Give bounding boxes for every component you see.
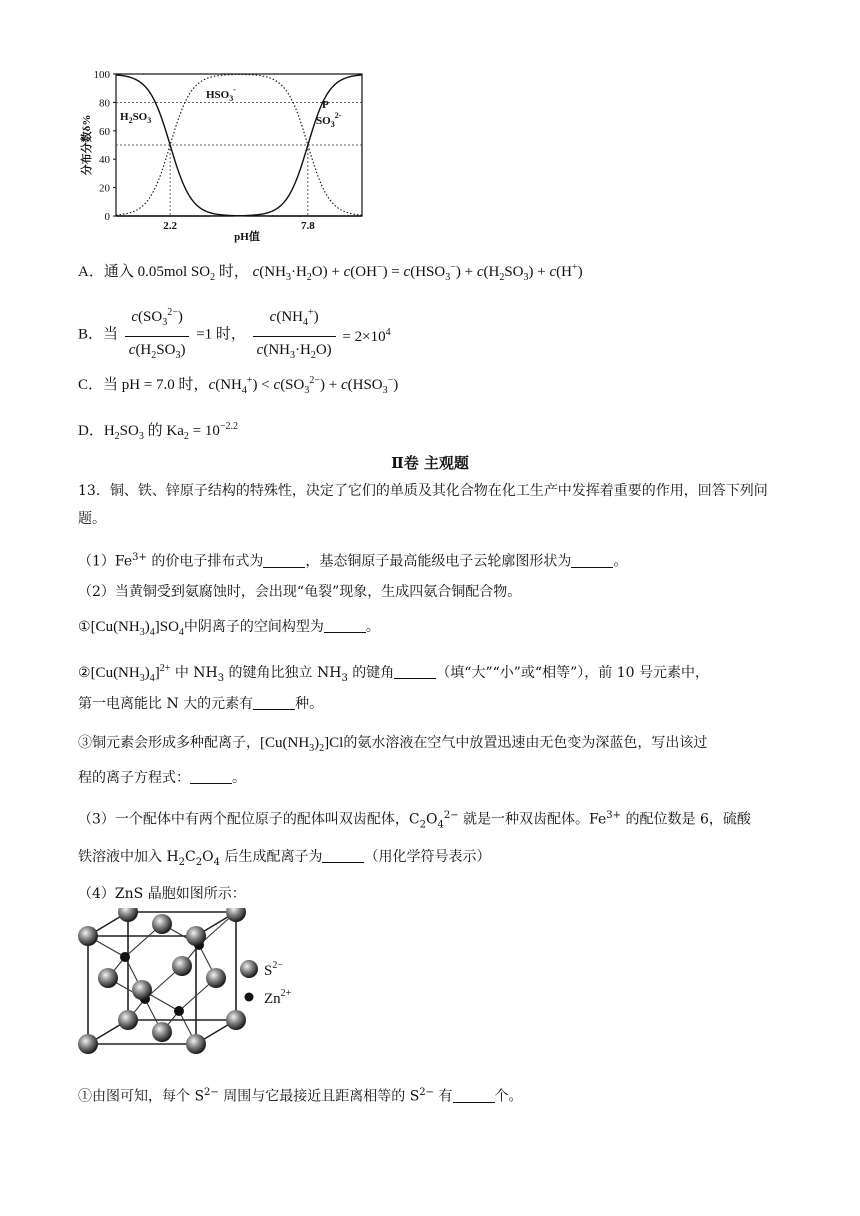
x-tick-label: 7.8	[301, 220, 315, 232]
y-tick-label: 80	[99, 97, 110, 110]
y-tick-label: 40	[99, 154, 110, 167]
s2-ion	[118, 908, 138, 922]
q13-part2-2: $②[Cu(NH_3)_4]^{2+}$ 中 $NH_3$ 的键角比独立 $NH_3$ 的键角 （填“大”“小”或“相等”），前 10 号元素中，	[78, 663, 709, 684]
q13-part2-3-cont: 程的离子方程式： 。	[78, 770, 246, 786]
zn2-ion	[174, 1006, 184, 1016]
y-tick-label: 20	[99, 182, 110, 195]
option-d: D．$H_2SO_3$ 的 $Ka_2 = 10^{-2.2}$	[78, 421, 238, 442]
s2-legend-ball	[240, 960, 258, 978]
s2-ion	[98, 968, 118, 988]
option-c: C．当 pH = 7.0 时，$c(NH_4^+) < c(SO_3^{2-}) + c(HSO_3^-)$	[78, 375, 399, 396]
question-13-stem: 13．铜、铁、锌原子结构的特殊性，决定了它们的单质及其化合物在化工生产中发挥着重要的作用，回答下列问题。	[78, 483, 768, 527]
s2-ion	[206, 968, 226, 988]
s2-ion	[226, 908, 246, 922]
zn2-legend-label: $Zn^{2+}$	[264, 988, 292, 1007]
q13-part4: （4）ZnS 晶胞如图所示：	[78, 886, 246, 902]
option-b: B．当 $\frac{c(SO_3^{2-})}{c(H_2SO_3)}$ =1 时， $\frac{c(NH_4^+)}{c(NH_3\cdot H_2O)}$ = $2\times 10^4$	[78, 302, 391, 367]
section-title: Ⅱ卷 主观题	[391, 454, 469, 472]
y-tick-label: 60	[99, 125, 110, 138]
h2so3-curve	[116, 75, 362, 216]
point-p-label: P	[322, 99, 329, 111]
q13-part3: （3）一个配体中有两个配位原子的配体叫双齿配体，$C_2O_4^{2-}$ 就是一种双齿配体。$Fe^{3+}$ 的配位数是 6，硫酸	[78, 810, 751, 831]
s2-ion	[226, 1010, 246, 1030]
s2-ion	[132, 980, 152, 1000]
s2-ion	[78, 926, 98, 946]
zn2-ion	[120, 952, 130, 962]
distribution-chart	[78, 62, 378, 244]
s2-ion	[186, 926, 206, 946]
x-tick-label: 2.2	[163, 220, 177, 232]
s2-ion	[152, 1022, 172, 1042]
y-tick-label: 100	[93, 69, 110, 81]
q13-part1: $(1)Fe^{3+}$ 的价电子排布式为 ，基态铜原子最高能级电子云轮廓图形状为 。	[78, 552, 628, 570]
s2-ion	[172, 956, 192, 976]
s2-ion	[186, 1034, 206, 1054]
q13-part2-1: $①[Cu(NH_3)_4]SO_4$中阴离子的空间构型为 。	[78, 619, 380, 638]
q13-part2: （2）当黄铜受到氨腐蚀时，会出现“龟裂”现象，生成四氨合铜配合物。	[78, 584, 522, 600]
y-tick-label: 0	[104, 211, 110, 223]
y-axis-label: 分布分数δ%	[81, 114, 93, 176]
zn2-legend-dot	[245, 993, 254, 1002]
hso3-label: $HSO_3^-$	[206, 85, 236, 103]
q13-part2-3: ③铜元素会形成多种配离子，$[Cu(NH_3)_2]Cl$的氨水溶液在空气中放置迅速由无色变为深蓝色，写出该过	[78, 735, 708, 754]
q13-part3-cont: 铁溶液中加入 $H_2C_2O_4$ 后生成配离子为 （用化学符号表示）	[78, 849, 491, 868]
so3-label: $SO_3^{2-}$	[316, 111, 342, 129]
x-axis-label: pH值	[234, 231, 260, 243]
option-a: A．通入 0.05mol $SO_2$ 时， $c(NH_3\cdot H_2O) + c(OH^-) = c(HSO_3^-) + c(H_2SO_3) + c(H^+)$	[78, 262, 583, 283]
so3-curve	[116, 75, 362, 216]
s2-ion	[118, 1010, 138, 1030]
h2so3-label: $H_2SO_3$	[120, 111, 152, 125]
q13-part2-2-cont: 第一电离能比 N 大的元素有 种。	[78, 696, 324, 712]
s2-ion	[78, 1034, 98, 1054]
q13-part4-1: ①由图可知，每个 $S^{2-}$ 周围与它最接近且距离相等的 $S^{2-}$ 有 个。	[78, 1087, 523, 1105]
s2-ion	[152, 914, 172, 934]
zns-unit-cell-diagram	[74, 908, 314, 1058]
s2-legend-label: $S^{2-}$	[264, 960, 283, 979]
